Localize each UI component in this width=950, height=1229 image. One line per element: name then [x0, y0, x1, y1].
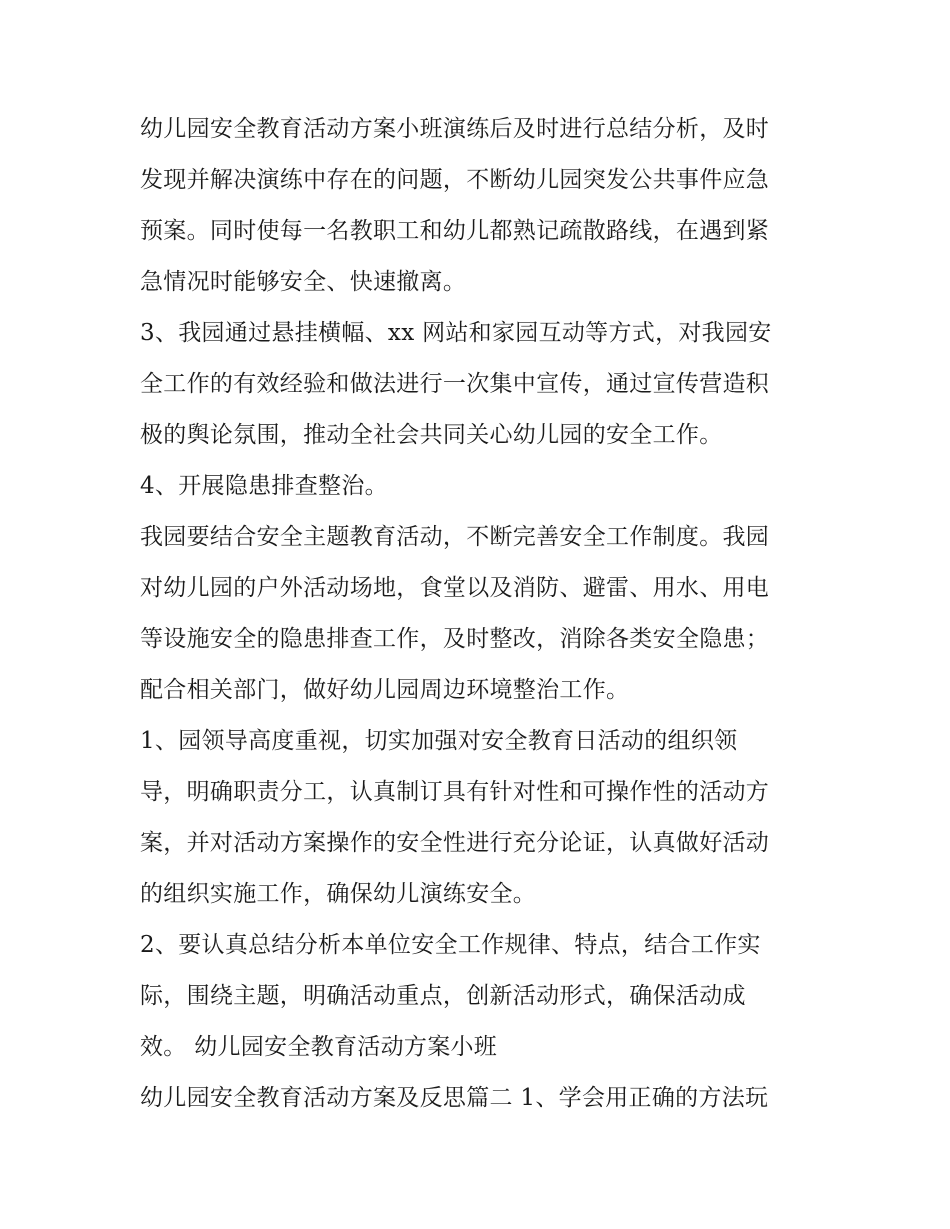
text-line: 等设施安全的隐患排查工作，及时整改，消除各类安全隐患；: [140, 626, 770, 652]
text-line: 3、我园通过悬挂横幅、xx 网站和家园互动等方式，对我园安: [140, 320, 772, 346]
text-line: 预案。同时使每一名教职工和幼儿都熟记疏散路线，在遇到紧: [140, 218, 770, 244]
text-line: 急情况时能够安全、快速撤离。: [140, 269, 467, 295]
text-line: 导，明确职责分工，认真制订具有针对性和可操作性的活动方: [140, 779, 770, 805]
text-line: 全工作的有效经验和做法进行一次集中宣传，通过宣传营造积: [140, 371, 770, 397]
text-line: 幼儿园安全教育活动方案及反思篇二 1、学会用正确的方法玩: [140, 1085, 769, 1111]
text-line: 际，围绕主题，明确活动重点，创新活动形式，确保活动成: [140, 983, 746, 1009]
text-line: 的组织实施工作，确保幼儿演练安全。: [140, 881, 537, 907]
text-line: 对幼儿园的户外活动场地，食堂以及消防、避雷、用水、用电: [140, 575, 770, 601]
text-line: 我园要结合安全主题教育活动，不断完善安全工作制度。我园: [140, 524, 770, 550]
text-line: 案，并对活动方案操作的安全性进行充分论证，认真做好活动: [140, 830, 770, 856]
text-line: 2、要认真总结分析本单位安全工作规律、特点，结合工作实: [140, 932, 761, 958]
text-line: 发现并解决演练中存在的问题，不断幼儿园突发公共事件应急: [140, 167, 770, 193]
text-line: 配合相关部门，做好幼儿园周边环境整治工作。: [140, 677, 630, 703]
text-line: 1、园领导高度重视，切实加强对安全教育日活动的组织领: [140, 728, 738, 754]
text-line: 4、开展隐患排查整治。: [140, 473, 388, 499]
text-line: 幼儿园安全教育活动方案小班演练后及时进行总结分析，及时: [140, 116, 770, 142]
text-line: 极的舆论氛围，推动全社会共同关心幼儿园的安全工作。: [140, 422, 723, 448]
text-line: 效。 幼儿园安全教育活动方案小班: [140, 1034, 498, 1060]
